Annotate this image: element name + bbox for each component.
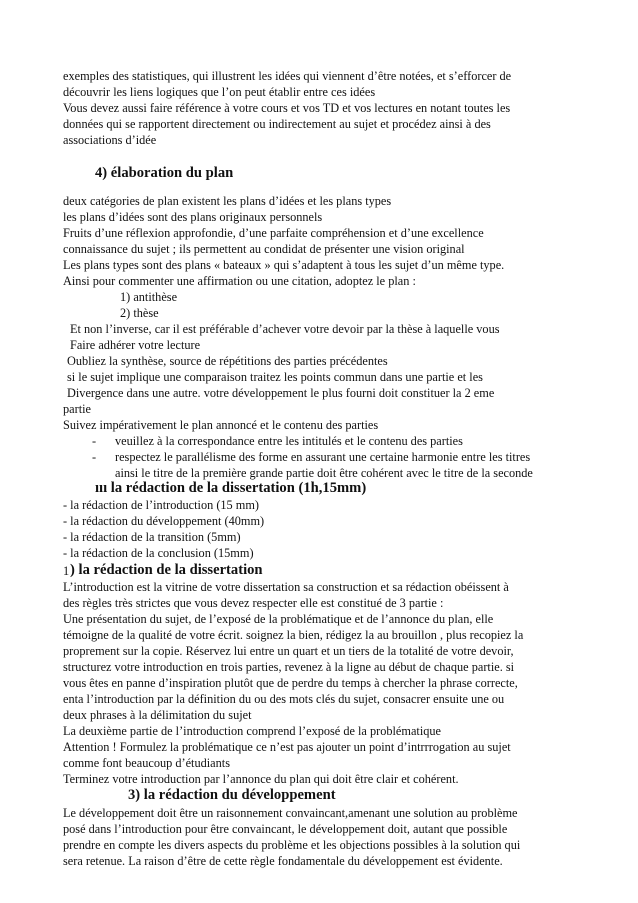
text-line: données qui se rapportent directement ou indirectement au sujet et procédez ainsi à des (63, 117, 491, 131)
text-line: Ainsi pour commenter une affirmation ou une citation, adoptez le plan : (63, 274, 416, 288)
text-line: vous êtes en panne d’inspiration plutôt que de perdre du temps à chercher la phrase correcte, (63, 676, 518, 690)
text-line: Terminez votre introduction par l’annonce du plan qui doit être clair et cohérent. (63, 772, 459, 786)
text-line: prendre en compte les divers aspects du problème et les objections possibles à la solution qui (63, 838, 521, 852)
text-line: La deuxième partie de l’introduction comprend l’exposé de la problématique (63, 724, 441, 738)
text-line: - la rédaction du développement (40mm) (63, 514, 265, 528)
text-line: Divergence dans une autre. votre développement le plus fourni doit constituer la 2 eme (67, 386, 495, 400)
text-line: posé dans l’introduction pour être convaincant, le développement doit, autant que possible (63, 822, 508, 836)
text-line: exemples des statistiques, qui illustrent les idées qui viennent d’être notées, et s’efforcer de (63, 69, 512, 83)
section-heading-developpement: 3) la rédaction du développement (128, 787, 336, 803)
text-line: Suivez impérativement le plan annoncé et le contenu des parties (63, 418, 379, 432)
text-line: témoigne de la qualité de votre écrit. soignez la bien, rédigez la au brouillon , plus recopiez la (63, 628, 524, 642)
text-line: comme font beaucoup d’étudiants (63, 756, 230, 770)
text-line: Oubliez la synthèse, source de répétitions des parties précédentes (67, 354, 388, 368)
text-line: découvrir les liens logiques que l’on peut établir entre ces idées (63, 85, 376, 99)
text-line: Les plans types sont des plans « bateaux » qui s’adaptent à tous les sujet d’un même type. (63, 258, 505, 272)
text-line: partie (63, 402, 91, 416)
text-line: L’introduction est la vitrine de votre dissertation sa construction et sa rédaction obéissent à (63, 580, 509, 594)
section-heading-dissertation: ) la rédaction de la dissertation (70, 562, 263, 578)
text-line: - la rédaction de la transition (5mm) (63, 530, 241, 544)
list-item: ainsi le titre de la première grande partie doit être cohérent avec le titre de la seconde (115, 466, 533, 480)
text-line: structurez votre introduction en trois parties, revenez à la ligne au début de chaque partie. si (63, 660, 515, 674)
text-line: sera retenue. La raison d’être de cette règle fondamentale du développement est évidente. (63, 854, 503, 868)
text-line: connaissance du sujet ; ils permettent au condidat de présenter une vision original (63, 242, 465, 256)
section-heading-redaction: ııı la rédaction de la dissertation (1h,15mm) (95, 480, 367, 496)
list-item: 2) thèse (120, 306, 159, 320)
text-line: Fruits d’une réflexion approfondie, d’une parfaite compréhension et d’une excellence (63, 226, 484, 240)
text-line: associations d’idée (63, 133, 157, 147)
text-line: les plans d’idées sont des plans originaux personnels (63, 210, 323, 224)
section-heading-plan: 4) élaboration du plan (95, 165, 234, 181)
list-dash: - (92, 434, 97, 448)
list-dash: - (92, 450, 97, 464)
text-line: Faire adhérer votre lecture (70, 338, 201, 352)
list-item: 1) antithèse (120, 290, 178, 304)
text-line: des règles très strictes que vous devez respecter elle est constitué de 3 partie : (63, 596, 444, 610)
text-line: Et non l’inverse, car il est préférable d’achever votre devoir par la thèse à laquelle vous (70, 322, 500, 336)
text-line: Le développement doit être un raisonnement convaincant,amenant une solution au problème (63, 806, 518, 820)
text-line: - la rédaction de la conclusion (15mm) (63, 546, 254, 560)
text-line: deux catégories de plan existent les plans d’idées et les plans types (63, 194, 392, 208)
list-item: veuillez à la correspondance entre les intitulés et le contenu des parties (115, 434, 463, 448)
list-item: respectez le parallélisme des forme en assurant une certaine harmonie entre les titres (115, 450, 531, 464)
text-line: Vous devez aussi faire référence à votre cours et vos TD et vos lectures en notant toutes les (63, 101, 511, 115)
text-line: Attention ! Formulez la problématique ce n’est pas ajouter un point d’intrrrogation au sujet (63, 740, 511, 754)
heading-number: 1 (63, 564, 70, 578)
text-line: Une présentation du sujet, de l’exposé de la problématique et de l’annonce du plan, elle (63, 612, 494, 626)
text-line: - la rédaction de l’introduction (15 mm) (63, 498, 260, 512)
text-line: proprement sur la copie. Réservez lui entre un quart et un tiers de la totalité de votre devoir, (63, 644, 514, 658)
text-line: deux phrases à la délimitation du sujet (63, 708, 252, 722)
text-line: enta l’introduction par la définition du ou des mots clés du sujet, consacrer ensuite une ou (63, 692, 505, 706)
text-line: si le sujet implique une comparaison traitez les points commun dans une partie et les (67, 370, 483, 384)
